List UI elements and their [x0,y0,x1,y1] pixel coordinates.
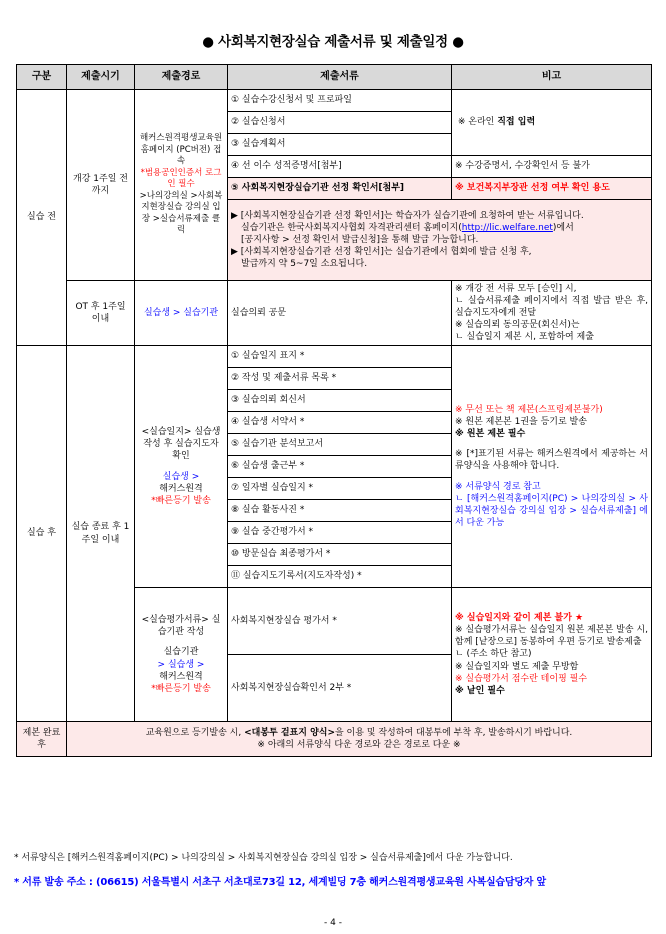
info-box [228,200,652,281]
doc-post-2: ② 작성 및 제출서류 목록 * [228,368,452,390]
doc-post-4: ④ 실습생 서약서 * [228,412,452,434]
done-line1 [70,727,648,739]
header-docs: 제출서류 [228,65,452,90]
route-post-eval-line2: 실습기관 [163,647,199,658]
note-eval-5: ※ 실습평가서 점수란 테이핑 필수 [455,673,588,684]
note-online [452,90,652,156]
notes-post-log [452,346,652,588]
table-header-row [17,65,652,90]
info-line3: [공지사항 > 선정 확인서 발급신청]을 통해 발급 가능합니다. [241,234,479,245]
route-post-log [135,346,228,588]
route-post-eval-line3: > 실습생 > [157,659,205,670]
route-post-eval [135,588,228,722]
header-time: 제출시기 [67,65,135,90]
route-post-eval-line1: <실습평가서류> 실습기관 작성 [141,615,221,638]
welfare-link[interactable]: http://lic.welfare.net [461,222,553,233]
time-pre: 개강 1주일 전까지 [67,90,135,281]
doc-pre-3: ③ 실습계획서 [228,134,452,156]
page-title: ● 사회복지현장실습 제출서류 및 제출일정 ● [202,34,464,50]
doc-post-3: ③ 실습의뢰 회신서 [228,390,452,412]
doc-ot: 실습의뢰 공문 [228,281,452,346]
doc-post-7: ⑦ 일자별 실습일지 * [228,478,452,500]
route-post-log-line1: <실습일지> 실습생 작성 후 실습지도자 확인 [141,427,221,462]
doc-pre-1: ① 실습수강신청서 및 프로파일 [228,90,452,112]
info-line1: ▶ [사회복지현장실습기관 선정 확인서]는 학습자가 실습기관에 요청하여 받는 서류입니다. [231,210,584,221]
doc-post-9: ⑨ 실습 중간평가서 * [228,522,452,544]
doc-post-11: ⑪ 실습지도기록서(지도자작성) * [228,566,452,588]
note-ot [452,281,652,346]
header-notes: 비고 [452,65,652,90]
footnote-forms-path: * 서류양식은 [해커스원격홈페이지(PC) > 나의강의실 > 사회복지현장실습 강의실 입장 > 실습서류제출]에서 다운 가능합니다. [14,853,513,863]
doc-pre-5: ⑤ 사회복지현장실습기관 선정 확인서[첨부] [228,178,452,200]
category-done: 제본 완료 후 [17,722,67,757]
doc-post-5: ⑤ 실습기관 분석보고서 [228,434,452,456]
note-pre-5: ※ 보건복지부장관 선정 여부 확인 용도 [452,178,652,200]
note-eval-2: ※ 실습평가서류는 실습일지 원본 제본본 발송 시, 함께 [낱장으로] 동봉하여 우편 등기로 발송제출 [455,625,648,648]
page-number: - 4 - [324,918,342,928]
route-pre [135,90,228,281]
doc-pre-2: ② 실습신청서 [228,112,452,134]
note-post-3: ※ 원본 제본 필수 [455,429,526,440]
doc-eval-1: 사회복지현장실습 평가서 * [228,588,452,655]
footnote-mailing-address: * 서류 발송 주소 : (06615) 서울특별시 서초구 서초대로73길 12, 세계빌딩 7층 해커스원격평생교육원 사복실습담당자 앞 [14,877,547,888]
route-post-eval-line4: 해커스원격 [159,671,203,682]
route-post-log-line4: *빠른등기 발송 [151,495,211,506]
note-online-bold: 직접 입력 [497,117,536,128]
doc-post-6: ⑥ 실습생 출근부 * [228,456,452,478]
info-line2-text: 실습기관은 한국사회복지사협회 자격관리센터 홈페이지( [241,222,462,233]
note-post-6: ㄴ [해커스원격홈페이지(PC) > 나의강의실 > 사회복지현장실습 강의실 입장 > 실습서류제출] 에서 다운 가능 [455,493,648,528]
done-line1a: 교육원으로 등기발송 시, [145,727,245,738]
info-line2-end: )에서 [552,222,574,233]
note-post-5: ※ 서류양식 경로 참고 [455,481,541,492]
doc-post-8: ⑧ 실습 활동사진 * [228,500,452,522]
note-eval-6: ※ 낱인 필수 [455,685,505,696]
time-ot: OT 후 1주일 이내 [67,281,135,346]
header-route: 제출경로 [135,65,228,90]
route-pre-cert-note: *범용공인인증서 로그인 필수 [140,167,222,190]
note-ot-2: ㄴ 실습서류제출 페이지에서 직접 발급 받은 후, 실습지도자에게 전달 [455,295,648,318]
done-line1c: 을 이용 및 작성하여 대봉투에 부착 후, 발송하시기 바랍니다. [335,727,573,738]
header-category: 구분 [17,65,67,90]
notes-post-eval [452,588,652,722]
route-ot: 실습생 > 실습기관 [135,281,228,346]
doc-post-1: ① 실습일지 표지 * [228,346,452,368]
route-pre-line1: 해커스원격평생교육원 홈페이지 (PC버전) 접속 [139,133,223,167]
note-ot-1: ※ 개강 전 서류 모두 [승인] 시, [455,283,577,294]
info-line2 [231,222,648,234]
route-post-eval-line5: *빠른등기 발송 [151,683,211,694]
route-post-log-line2: 실습생 > [162,471,200,482]
note-post-2: ※ 원본 제본본 1권을 등기로 발송 [455,417,587,427]
category-post: 실습 후 [17,346,67,722]
category-pre: 실습 전 [17,90,67,346]
note-eval-3: ㄴ (주소 하단 참고) [455,649,532,660]
info-line5: 발급까지 약 5~7일 소요됩니다. [241,259,368,270]
note-ot-4: ㄴ 실습일지 제본 시, 포함하여 제출 [455,332,594,343]
note-ot-3: ※ 실습의뢰 동의공문(회신서)는 [455,320,580,331]
note-eval-1: ※ 실습일지와 같이 제본 불가 ★ [455,613,584,623]
time-post: 실습 종료 후 1주일 이내 [67,346,135,722]
done-line1b: <대봉투 겉표지 양식> [244,727,335,738]
note-pre-4: ※ 수강증명서, 수강확인서 등 불가 [452,156,652,178]
info-line4: ▶ [사회복지현장실습기관 선정 확인서]는 실습기관에서 협회에 발급 신청 후, [231,247,532,258]
doc-post-10: ⑩ 방문실습 최종평가서 * [228,544,452,566]
done-line2: ※ 아래의 서류양식 다운 경로와 같은 경로로 다운 ※ [257,740,461,750]
doc-pre-4: ④ 선 이수 성적증명서[첨부] [228,156,452,178]
route-post-log-line3: 해커스원격 [159,483,203,494]
doc-eval-2: 사회복지현장실습확인서 2부 * [228,655,452,722]
done-text [67,722,652,757]
route-pre-line3: >나의강의실 >사회복지현장실습 강의실 입장 >실습서류제출 클릭 [139,190,223,236]
note-eval-4: ※ 실습일지와 별도 제출 무방함 [455,661,579,672]
note-post-1: ※ 무선 또는 책 제본(스프링제본불가) [455,404,603,415]
note-post-4: ※ [*]표기된 서류는 해커스원격에서 제공하는 서류양식을 사용해야 합니다. [455,449,648,472]
note-online-prefix: ※ 온라인 [457,117,498,128]
submission-table [16,64,652,757]
